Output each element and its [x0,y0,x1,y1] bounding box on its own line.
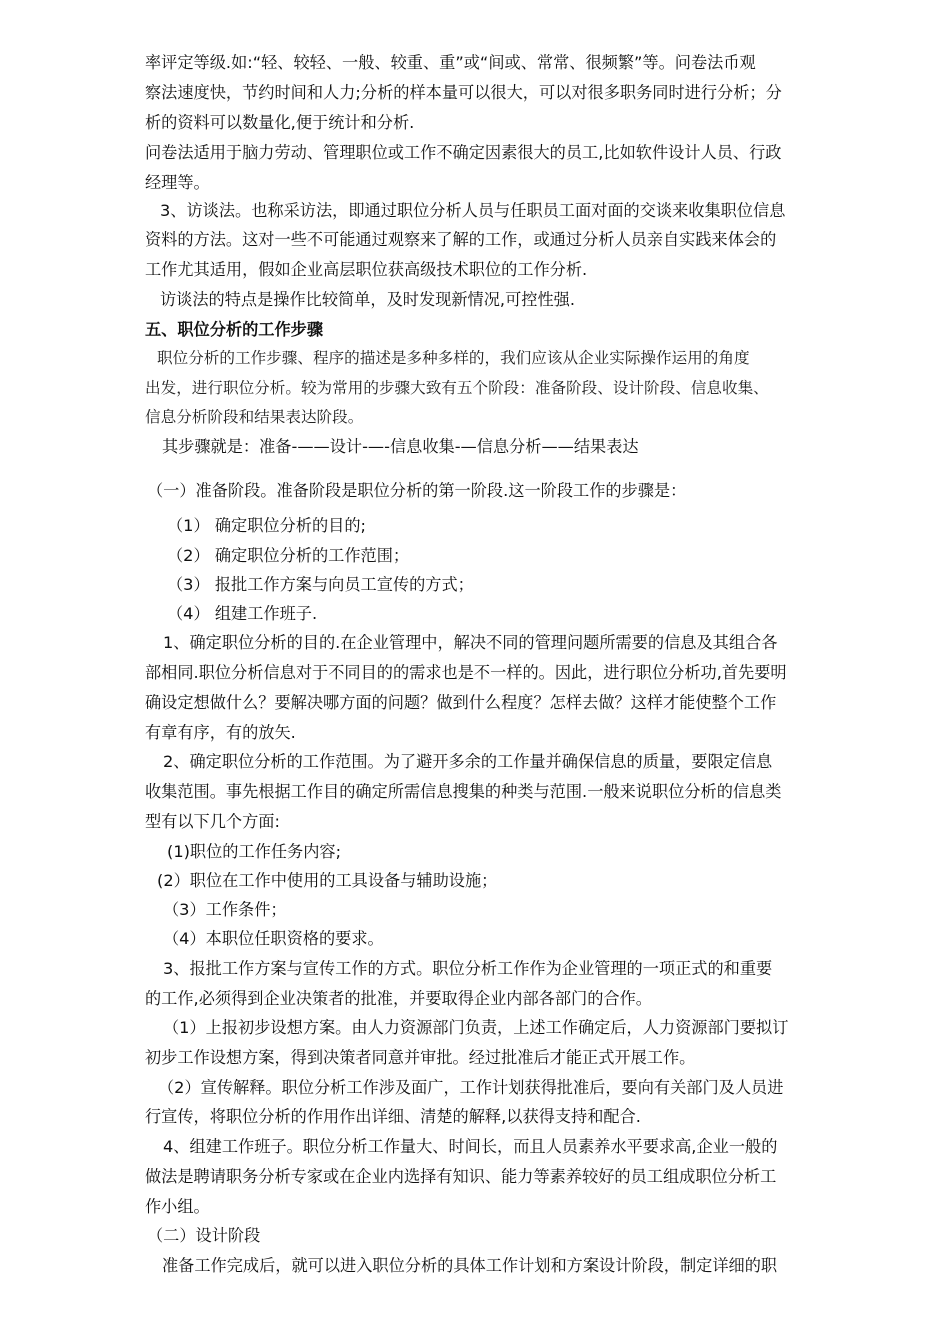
text-line: 率评定等级.如:“轻、较轻、一般、较重、重”或“间或、常常、很频繁”等。问卷法币观 [145,53,756,72]
text-line: 职位分析的工作步骤、程序的描述是多种多样的，我们应该从企业实际操作运用的角度 [157,349,750,367]
text-line: 工作尤其适用，假如企业高层职位获高级技术职位的工作分析. [145,260,588,279]
text-line: 察法速度快，节约时间和人力;分析的样本量可以很大，可以对很多职务同时进行分析；分 [145,83,782,102]
list-item: （3） 报批工作方案与向员工宣传的方式； [167,575,474,594]
text-line: 确设定想做什么？要解决哪方面的问题？做到什么程度？怎样去做？这样才能使整个工作 [145,693,777,712]
text-line: 2、确定职位分析的工作范围。为了避开多余的工作量并确保信息的质量，要限定信息 [163,752,773,771]
text-line: 行宣传，将职位分析的作用作出详细、清楚的解释,以获得支持和配合. [145,1107,641,1126]
text-line: 信息分析阶段和结果表达阶段。 [145,408,364,426]
text-line: 4、组建工作班子。职位分析工作量大、时间长，而且人员素养水平要求高,企业一般的 [163,1137,778,1156]
text-line: 部相同.职位分析信息对于不同目的的需求也是不一样的。因此，进行职位分析功,首先要明 [145,663,787,682]
text-line: 1、确定职位分析的目的.在企业管理中，解决不同的管理问题所需要的信息及其组合各 [163,633,778,652]
text-line: 资料的方法。这对一些不可能通过观察来了解的工作，或通过分析人员亲自实践来体会的 [145,230,777,249]
list-item: （4） 组建工作班子. [167,604,318,623]
text-line: 访谈法的特点是操作比较简单，及时发现新情况,可控性强. [160,290,575,309]
text-line: 型有以下几个方面: [145,812,280,831]
text-line: 作小组。 [145,1197,210,1216]
text-line: 的工作,必须得到企业决策者的批准，并要取得企业内部各部门的合作。 [145,989,652,1008]
text-line: （一）准备阶段。准备阶段是职位分析的第一阶段.这一阶段工作的步骤是： [147,481,687,500]
text-line: 有章有序，有的放矢. [145,723,296,742]
section-heading: 五、职位分析的工作步骤 [145,320,324,339]
text-line: 做法是聘请职务分析专家或在企业内选择有知识、能力等素养较好的员工组成职位分析工 [145,1167,777,1186]
text-line: （2）宣传解释。职位分析工作涉及面广，工作计划获得批准后，要向有关部门及人员进 [158,1078,784,1097]
list-item: （3）工作条件； [163,900,287,919]
text-line: （1）上报初步设想方案。由人力资源部门负责，上述工作确定后，人力资源部门要拟订 [163,1018,789,1037]
section-heading: （二）设计阶段 [147,1226,261,1245]
text-line: 准备工作完成后，就可以进入职位分析的具体工作计划和方案设计阶段，制定详细的职 [162,1256,778,1275]
text-line: 收集范围。事先根据工作目的确定所需信息搜集的种类与范围.一般来说职位分析的信息类 [145,782,782,801]
text-line: 析的资料可以数量化,便于统计和分析. [145,113,415,132]
list-item: (2）职位在工作中使用的工具设备与辅助设施； [157,871,498,890]
list-item: （1） 确定职位分析的目的; [167,516,366,535]
list-item: (1)职位的工作任务内容; [167,842,342,861]
text-line: 经理等。 [145,173,210,192]
text-line: 3、报批工作方案与宣传工作的方式。职位分析工作作为企业管理的一项正式的和重要 [163,959,773,978]
list-item: （2） 确定职位分析的工作范围； [167,546,410,565]
list-item: （4）本职位任职资格的要求。 [163,929,384,948]
text-line: 3、访谈法。也称采访法，即通过职位分析人员与任职员工面对面的交谈来收集职位信息 [160,201,786,220]
text-line: 初步工作设想方案，得到决策者同意并审批。经过批准后才能正式开展工作。 [145,1048,696,1067]
text-line: 问卷法适用于脑力劳动、管理职位或工作不确定因素很大的员工,比如软件设计人员、行政 [145,143,782,162]
text-line: 其步骤就是：准备-——设计-—-信息收集-—信息分析——结果表达 [162,437,639,456]
text-line: 出发，进行职位分析。较为常用的步骤大致有五个阶段：准备阶段、设计阶段、信息收集、 [145,379,769,397]
